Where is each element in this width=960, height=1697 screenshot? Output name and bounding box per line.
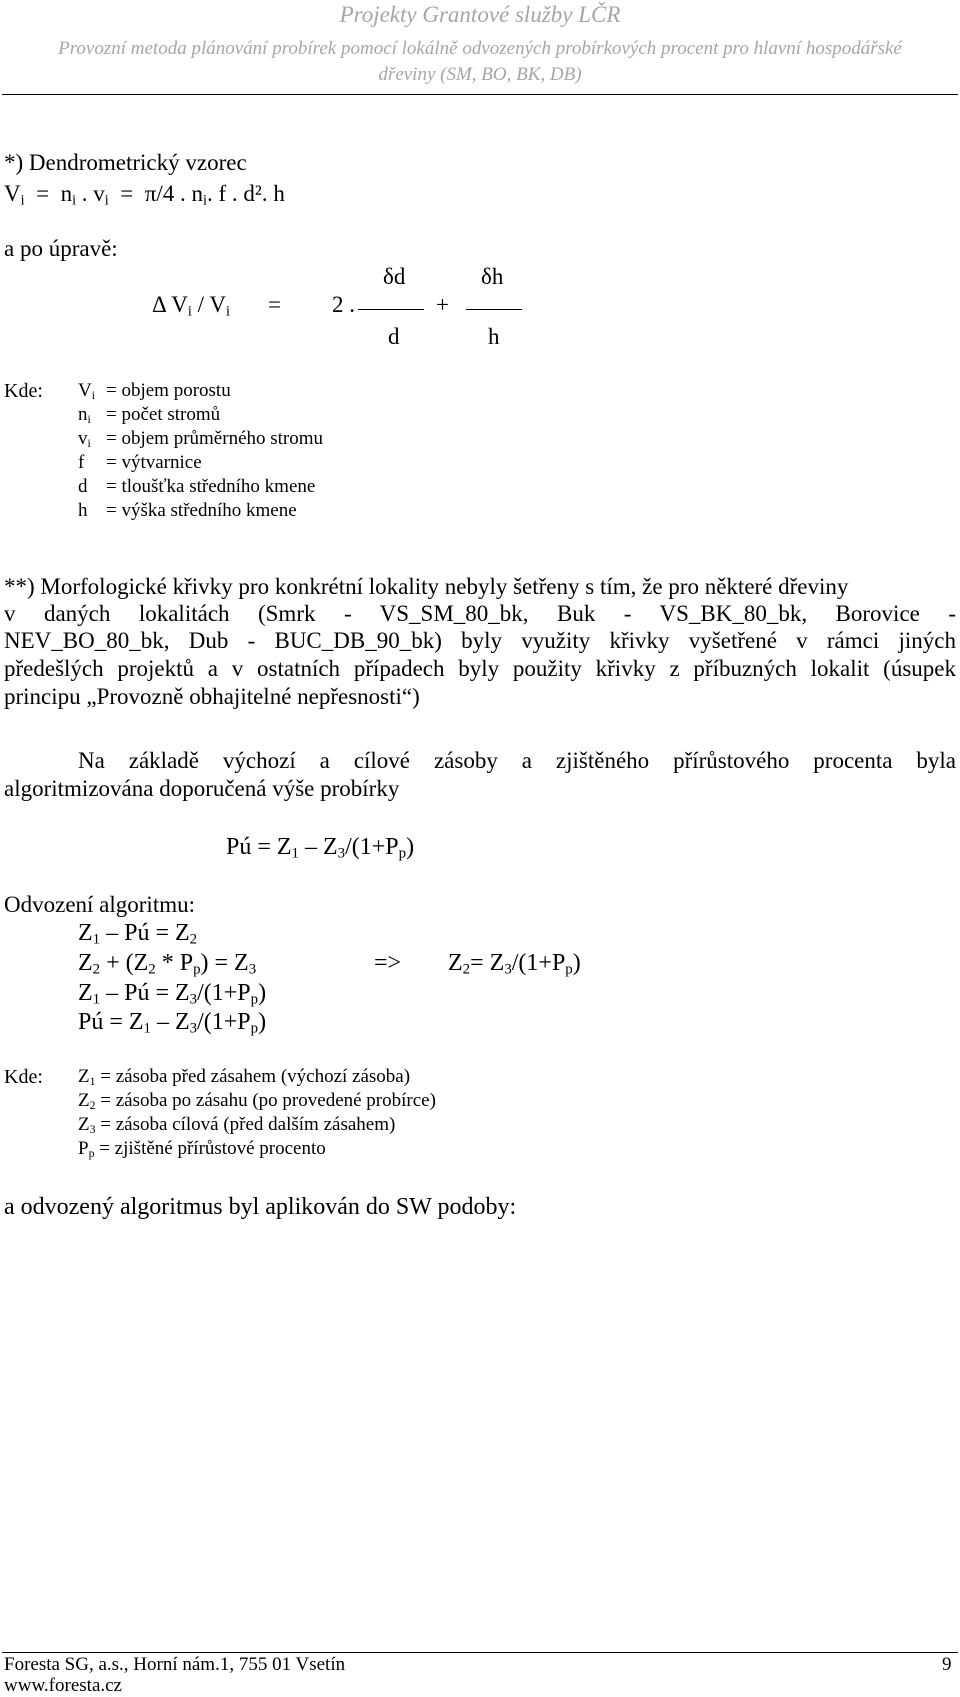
definition-text: = objem průměrného stromu [106,428,324,449]
derivation-row-2-left: $Z_2 + (Z_2 * P_p) = Z_3$ [78,950,257,978]
definition-text: = objem porostu [106,380,231,401]
definition-text: = tloušťka středního kmene [106,476,316,497]
morph-line-5: principu „Provozně obhajitelné nepřesnosti“) [4,684,420,709]
header-rule [2,94,958,95]
paragraph-line-1: Na základě výchozí a cílové zásoby a zjištěného přírůstového procenta byla [78,748,956,773]
definition-item [78,1114,395,1136]
definition-item [78,452,84,474]
frac-num-dd: δd [383,264,406,289]
frac-two: 2 . [332,292,355,317]
definition-symbol: Z [78,1090,90,1111]
header-subtitle-line1: Provozní metoda plánování probírek pomocí lokálně odvozených probírkových procent pro hlavní hospodářské [58,38,902,59]
frac-num-dh: δh [481,264,504,289]
definition-item [78,1090,436,1112]
definition-text: = zásoba cílová (před dalším zásahem) [95,1114,396,1135]
closing-sentence: a odvozený algoritmus byl aplikován do SW podoby: [4,1194,517,1220]
definition-subscript: i [87,412,91,426]
definition-symbol: Z [78,1066,90,1087]
definition-item [78,500,88,522]
definition-subscript: 1 [89,1074,96,1088]
definition-text: = počet stromů [106,404,221,425]
definition-symbol: f [78,452,85,473]
derivation-row-1: $Z_1$ – Pú = $Z_2$ [78,920,198,948]
definition-text: = zásoba po zásahu (po provedené probírce) [95,1090,436,1111]
definition-item [78,1066,410,1088]
definition-subscript: p [88,1146,95,1160]
morph-line-1: **) Morfologické křivky pro konkrétní lokality nebyly šetřeny s tím, že pro některé dřeviny [4,574,849,599]
definition-item [78,404,91,426]
header-subtitle-line2: dřeviny (SM, BO, BK, DB) [378,64,582,85]
definition-subscript: i [87,436,91,450]
dendrometric-formula: $V_i = n_i$ . $v_i = \pi/4$ . $n_i$. f . d². h [4,181,285,209]
definition-text: = výtvarnice [106,452,202,473]
frac-eq: = [268,292,281,317]
morph-line-4: předešlých projektů a v ostatních případech byly použity křivky z příbuzných lokalit (úsupek [4,656,956,681]
definition-text: = zjištěné přírůstové procento [94,1138,326,1159]
derivation-arrow: => [374,950,402,976]
definition-subscript: i [91,388,96,402]
definition-symbol: h [78,500,88,521]
where-label-1: Kde: [4,380,43,402]
frac-plus: + [436,292,449,317]
definition-text: = výška středního kmene [106,500,297,521]
frac-bar-h [466,309,522,310]
frac-den-h: h [488,324,500,349]
definition-subscript: 2 [89,1098,96,1112]
definition-item [78,1138,326,1160]
morph-line-2: v daných lokalitách (Smrk - VS_SM_80_bk, Buk - VS_BK_80_bk, Borovice - [4,601,956,626]
derivation-row-3: $Z_1$ – Pú = $Z_3/(1+P_p)$ [78,980,267,1008]
frac-lhs: Δ $V_i / V_i$ [152,292,230,320]
frac-bar-d [358,309,424,310]
footer-rule [2,1652,958,1653]
definition-symbol: n [78,404,88,425]
definition-item [78,380,95,402]
definition-text: = zásoba před zásahem (výchozí zásoba) [95,1066,411,1087]
definition-symbol: d [78,476,88,497]
section1-heading: *) Dendrometrický vzorec [4,150,247,175]
morph-line-3: NEV_BO_80_bk, Dub - BUC_DB_90_bk) byly využity křivky vyšetřené v rámci jiných [4,628,956,653]
header-title: Projekty Grantové služby LČR [339,2,621,27]
definition-symbol: Z [78,1114,90,1135]
derivation-label: Odvození algoritmu: [4,892,195,917]
footer-company: Foresta SG, a.s., Horní nám.1, 755 01 Vsetín [4,1654,346,1675]
derivation-row-2-right: $Z_2= Z_3/(1+P_p)$ [448,950,581,978]
after-edit-label: a po úpravě: [4,236,118,261]
definition-symbol: v [78,428,88,449]
definition-subscript: 3 [89,1122,96,1136]
definition-item [78,428,91,450]
paragraph-line-2: algoritmizována doporučená výše probírky [4,776,400,801]
footer-web: www.foresta.cz [4,1675,122,1696]
footer-page-number: 9 [942,1654,952,1675]
definition-symbol: V [78,380,92,401]
where-label-2: Kde: [4,1066,43,1088]
definition-symbol: P [78,1138,89,1159]
frac-den-d: d [388,324,400,349]
main-formula: Pú = $Z_1 - Z_3/(1+P_p)$ [226,834,415,862]
definition-item [78,476,88,498]
derivation-row-4: Pú = $Z_1 - Z_3/(1+P_p)$ [78,1009,267,1037]
